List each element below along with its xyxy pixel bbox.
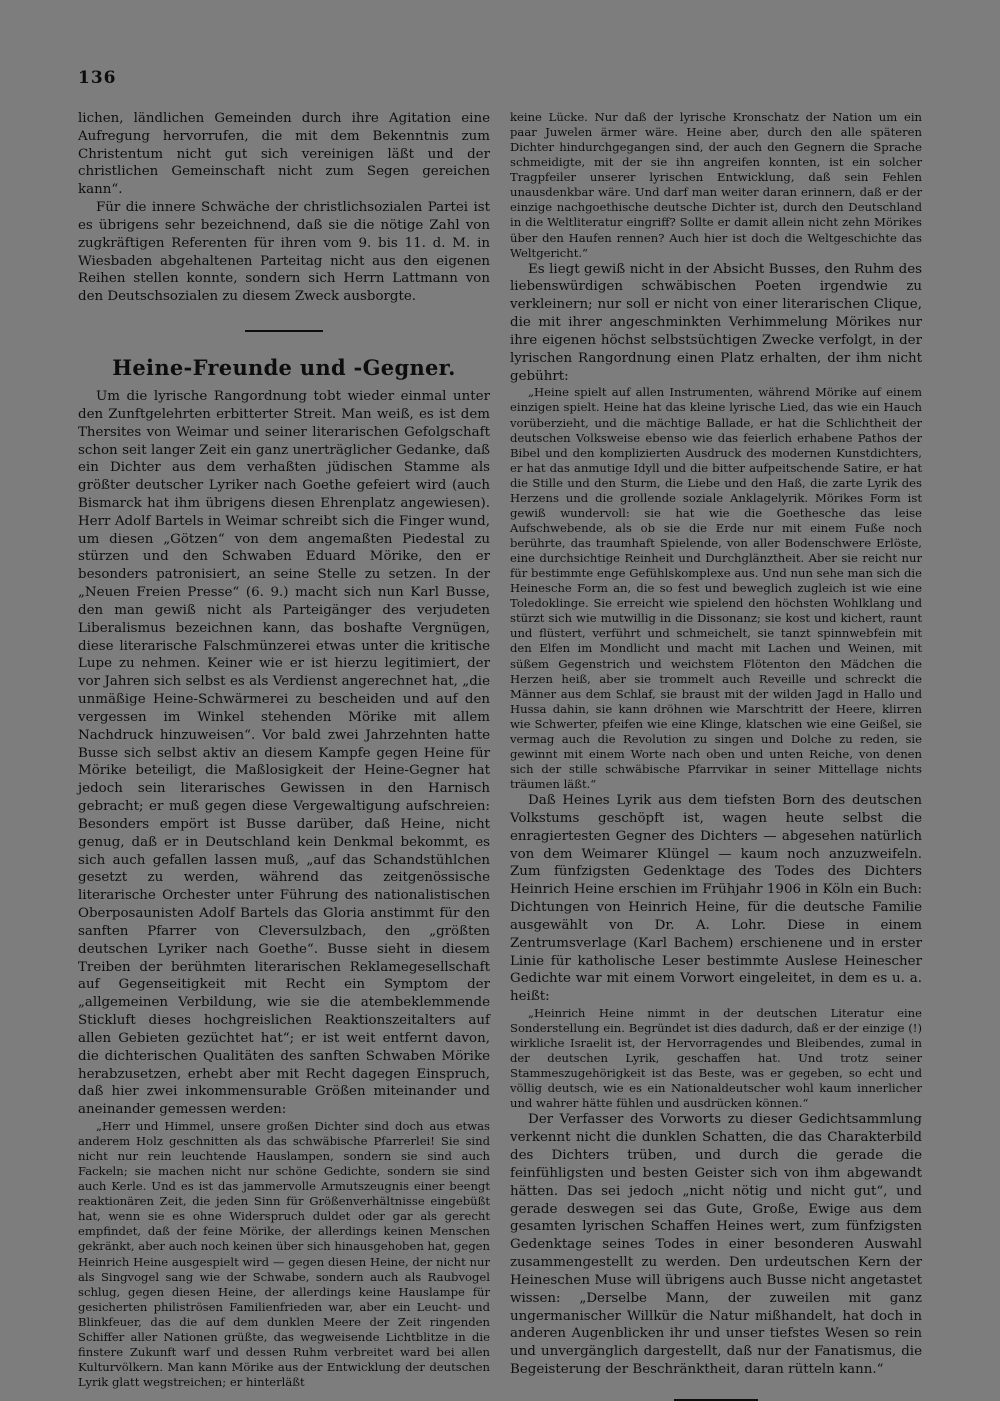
left-column [78,110,490,1390]
article-heading: Heine-Freunde und -Gegner. [112,355,456,381]
section-divider [245,330,323,332]
article-paragraph-3: Daß Heines Lyrik aus dem tiefsten Born des deutschen Volkstums geschöpft ist, wagen heute selbst die enragiertesten Gegner des Dichters — abgesehen natürlich von dem Weimarer Klüngel — kaum noch anzuzweifeln. Zum fünfzigsten Gedenktage des Todes des Dichters Heinrich Heine erschien im Frühjahr 1906 in Köln ein Buch: Dichtungen von Heinrich Heine, für die deutsche Familie ausgewählt von Dr. A. Lohr. Diese in einem Zentrumsverlage (Karl Bachem) erschienene und in erster Linie für katholische Leser bestimmte Auslese Heinescher Gedichte war mit einem Vorwort eingeleitet, in dem es u. a. heißt: [510,793,922,1005]
intro-paragraph-1: lichen, ländlichen Gemeinden durch ihre Agitation eine Aufregung hervorrufen, die mit dem Bekenntnis zum Christentum nicht gut sich vereinigen läßt und der christlichen Gemeinschaft nicht zum Segen gereichen kann“. [78,111,490,198]
busse-quote: „Herr und Himmel, unsere großen Dichter sind doch aus etwas anderem Holz geschnitten als das schwäbische Pfarrerlei! Sie sind nicht nur rein leuchtende Hauslampen, sondern sie sind auch Fackeln; sie machen nicht nur schöne Gedichte, sondern sie sind auch Kerle. Und es ist das jammervolle Armutszeugnis einer beengt reaktionären Zeit, die jeden Sinn für Größenverhältnisse eingebüßt hat, wenn sie es ohne Widerspruch duldet oder gar als gerecht empfindet, daß der feine Mörike, der allerdings keinen Menschen gekränkt, aber auch noch keinen über sich hinausgehoben hat, gegen Heinrich Heine ausgespielt wird — gegen diesen Heine, der nicht nur als Singvogel sang wie der Schwabe, sondern auch als Raubvogel schlug, gegen diesen Heine, der allerdings keine Hauslampe für gesicherten philiströsen Familienfrieden war, aber ein Leucht- und Blinkfeuer, das die auf dem dunklen Meere der Zeit ringenden Schiffer aller Nationen grüßte, das wegweisende Lichtblitze in die finstere Zukunft warf und dessen Ruhm verbreitet ward bei allen Kulturvölkern. Man kann Mörike aus der Entwicklung der deutschen Lyrik glatt wegstreichen; er hinterläßt [78,1118,490,1390]
intro-paragraph-2: Für die innere Schwäche der christlichsozialen Partei ist es übrigens sehr bezeichnend, daß sie die nötige Zahl von zugkräftigen Referenten für ihren vom 9. bis 11. d. M. in Wiesbaden abgehaltenen Parteitag nicht aus den eigenen Reihen stellen konnte, sondern sich Herrn Lattmann von den Deutschsozialen zu diesem Zweck ausborgte. [78,200,490,305]
page-number: 136 [78,68,117,88]
vorwort-quote: „Heinrich Heine nimmt in der deutschen Literatur eine Sonderstellung ein. Begründet ist dies dadurch, daß er der einzige (!) wirkliche Israelit ist, der Hervorragendes und Bleibendes, zumal in der deutschen Lyrik, geschaffen hat. Und trotz seiner Stammeszugehörigkeit ist das Beste, was er gegeben, so echt und völlig deutsch, wie es ein Nationaldeutscher wohl kaum innerlicher und wahrer hätte fühlen und ausdrücken können.“ [510,1006,922,1111]
article-paragraph-2: Es liegt gewiß nicht in der Absicht Busses, den Ruhm des liebenswürdigen schwäbischen Poeten irgendwie zu verkleinern; nur soll er nicht von einer literarischen Clique, die mit ihrer angeschminkten Verhimmelung Mörikes nur ihre eigenen höchst selbstsüchtigen Zwecke verfolgt, in der lyrischen Rangordnung einen Platz erhalten, der ihm nicht gebührt: [510,261,922,384]
busse-quote-continued: keine Lücke. Nur daß der lyrische Kronschatz der Nation um ein paar Juwelen ärmer wäre. Heine aber, durch den alle späteren Dichter hindurchgegangen sind, der auch den Gegnern die Sprache schmeidigte, mit der sie ihn angreifen konnten, ist ein solcher Tragpfeiler unserer lyrischen Entwicklung, daß sein Fehlen unausdenkbar wäre. Und darf man weiter daran erinnern, daß er der einzige nachgoethische deutsche Dichter ist, durch den Deutschland in die Weltliteratur eingriff? Sollte er damit allein nicht zehn Mörikes über den Haufen rennen? Auch hier ist doch die Weltgeschichte das Weltgericht.“ [510,110,922,260]
heine-mörike-quote: „Heine spielt auf allen Instrumenten, während Mörike auf einem einzigen spielt. Heine hat das kleine lyrische Lied, das wie ein Hauch vorüberzieht, und die mächtige Ballade, er hat die Schlichtheit der deutschen Volksweise ebenso wie das feierlich erhabene Pathos der Bibel und den komplizierten Ausdruck des modernen Kunstdichters, er hat das anmutige Idyll und die bitter aufpeitschende Satire, er hat die Stille und den Sturm, die Liebe und den Haß, die zarte Lyrik des Herzens und die grollende soziale Anklagelyrik. Mörikes Form ist gewiß wundervoll: sie hat wie die Goethesche das leise Aufschwebende, als ob sie die Erde nur mit einem Fuße noch berührte, das traumhaft Spielende, von aller Bodenschwere Erlöste, eine durchsichtige Reinheit und Durchglänztheit. Aber sie reicht nur für bestimmte enge Gefühlskomplexe aus. Und nun sehe man sich die Heinesche Form an, die so fest und beweglich zugleich ist wie eine Toledoklinge. Sie erreicht wie spielend den höchsten Wohlklang und stürzt sich wie mutwillig in die Dissonanz; sie kost und kichert, raunt und flüstert, verführt und schmeichelt, sie tanzt spinnwebfein mit den Elfen im Mondlicht und macht mit Lachen und Weinen, mit süßem Gegenstrich und weichstem Flötenton den Mädchen die Herzen heiß, aber sie trommelt auch Reveille und schreckt die Männer aus dem Schlaf, sie braust mit der wilden Jagd in Hallo und Hussa dahin, sie kann dröhnen wie Marschtritt der Heere, klirren wie Schwerter, pfeifen wie eine Klinge, klatschen wie eine Geißel, sie vermag auch die Revolution zu singen und Dolche zu reden, sie gewinnt mit einem Worte nach oben und unten Reiche, von denen sich der stille schwäbische Pfarrvikar in seiner Mittellage nichts träumen läßt.“ [510,385,922,792]
article-paragraph-4: Der Verfasser des Vorworts zu dieser Gedichtsammlung verkennt nicht die dunklen Schatten, die das Charakterbild des Dichters trüben, und durch die gerade die feinfühligsten und besten Geister sich von ihm abgewandt hätten. Das sei jedoch „nicht nötig und nicht gut“, und gerade deswegen sei das Gute, Große, Ewige aus dem gesamten lyrischen Schaffen Heines wert, zum fünfzigsten Gedenktage seines Todes in einer besonderen Auswahl zusammengestellt zu werden. Den urdeutschen Kern der Heineschen Muse will übrigens auch Busse nicht angetastet wissen: „Derselbe Mann, der zuweilen mit ganz ungermanischer Willkür die Natur mißhandelt, hat doch in anderen Augenblicken ihr und unser tiefstes Wesen so rein und unvergänglich dargestellt, daß nur der Fanatismus, die Begeisterung der Beschränktheit, daran rütteln kann.“ [510,1112,922,1378]
article-paragraph-1: Um die lyrische Rangordnung tobt wieder einmal unter den Zunftgelehrten erbitterter Streit. Man weiß, es ist dem Thersites von Weimar und seiner literarischen Gefolgschaft schon seit langer Zeit ein ganz unerträglicher Gedanke, daß ein Dichter aus dem verhaßten jüdischen Stamme als größter deutscher Lyriker nach Goethe gefeiert wird (auch Bismarck hat ihm übrigens diesen Ehrenplatz angewiesen). Herr Adolf Bartels in Weimar schreibt sich die Finger wund, um diesen „Götzen“ von dem angemaßten Piedestal zu stürzen und den Schwaben Eduard Mörike, den er besonders patronisiert, an seine Stelle zu setzen. In der „Neuen Freien Presse“ (6. 9.) macht sich nun Karl Busse, den man gewiß nicht als Parteigänger des verjudeten Liberalismus bezeichnen kann, das boshafte Vergnügen, diese literarische Falschmünzerei etwas unter die kritische Lupe zu nehmen. Keiner wie er ist hierzu legitimiert, der vor Jahren sich selbst es als Verdienst angerechnet hat, „die unmäßige Heine-Schwärmerei zu bescheiden und auf den vergessen im Winkel stehenden Mörike mit allem Nachdruck hinzuweisen“. Vor bald zwei Jahrzehnten hatte Busse sich selbst aktiv an diesem Kampfe gegen Heine für Mörike beteiligt, die Maßlosigkeit der Heine-Gegner hat jedoch sein literarisches Gewissen in den Harnisch gebracht; er muß gegen diese Vergewaltigung aufschreien: Besonders empört ist Busse darüber, daß Heine, nicht genug, daß er in Deutschland kein Denkmal bekommt, es sich auch gefallen lassen muß, „auf das Schandstühlchen gesetzt zu werden, während das zeitgenössische literarische Orchester unter Führung des nationalistischen Oberposaunisten Adolf Bartels das Gloria anstimmt für den sanften Pfarrer von Cleversulzbach, den „größten deutschen Lyriker nach Goethe“. Busse sieht in diesem Treiben der berühmten literarischen Reklamegesellschaft auf Gegenseitigkeit mit Recht ein Symptom der „allgemeinen Verbildung, wie sie die atembeklemmende Stickluft dieses hochgreislichen Reaktionszeitalters auf allen Gebieten gezüchtet hat“; er ist weit entfernt davon, die dichterischen Qualitäten des sanften Schwaben Mörike herabzusetzen, erhebt aber mit Recht dagegen Einspruch, daß hier zwei inkommensurable Größen miteinander und aneinander gemessen werden: [78,389,490,1118]
right-column [510,110,922,1401]
